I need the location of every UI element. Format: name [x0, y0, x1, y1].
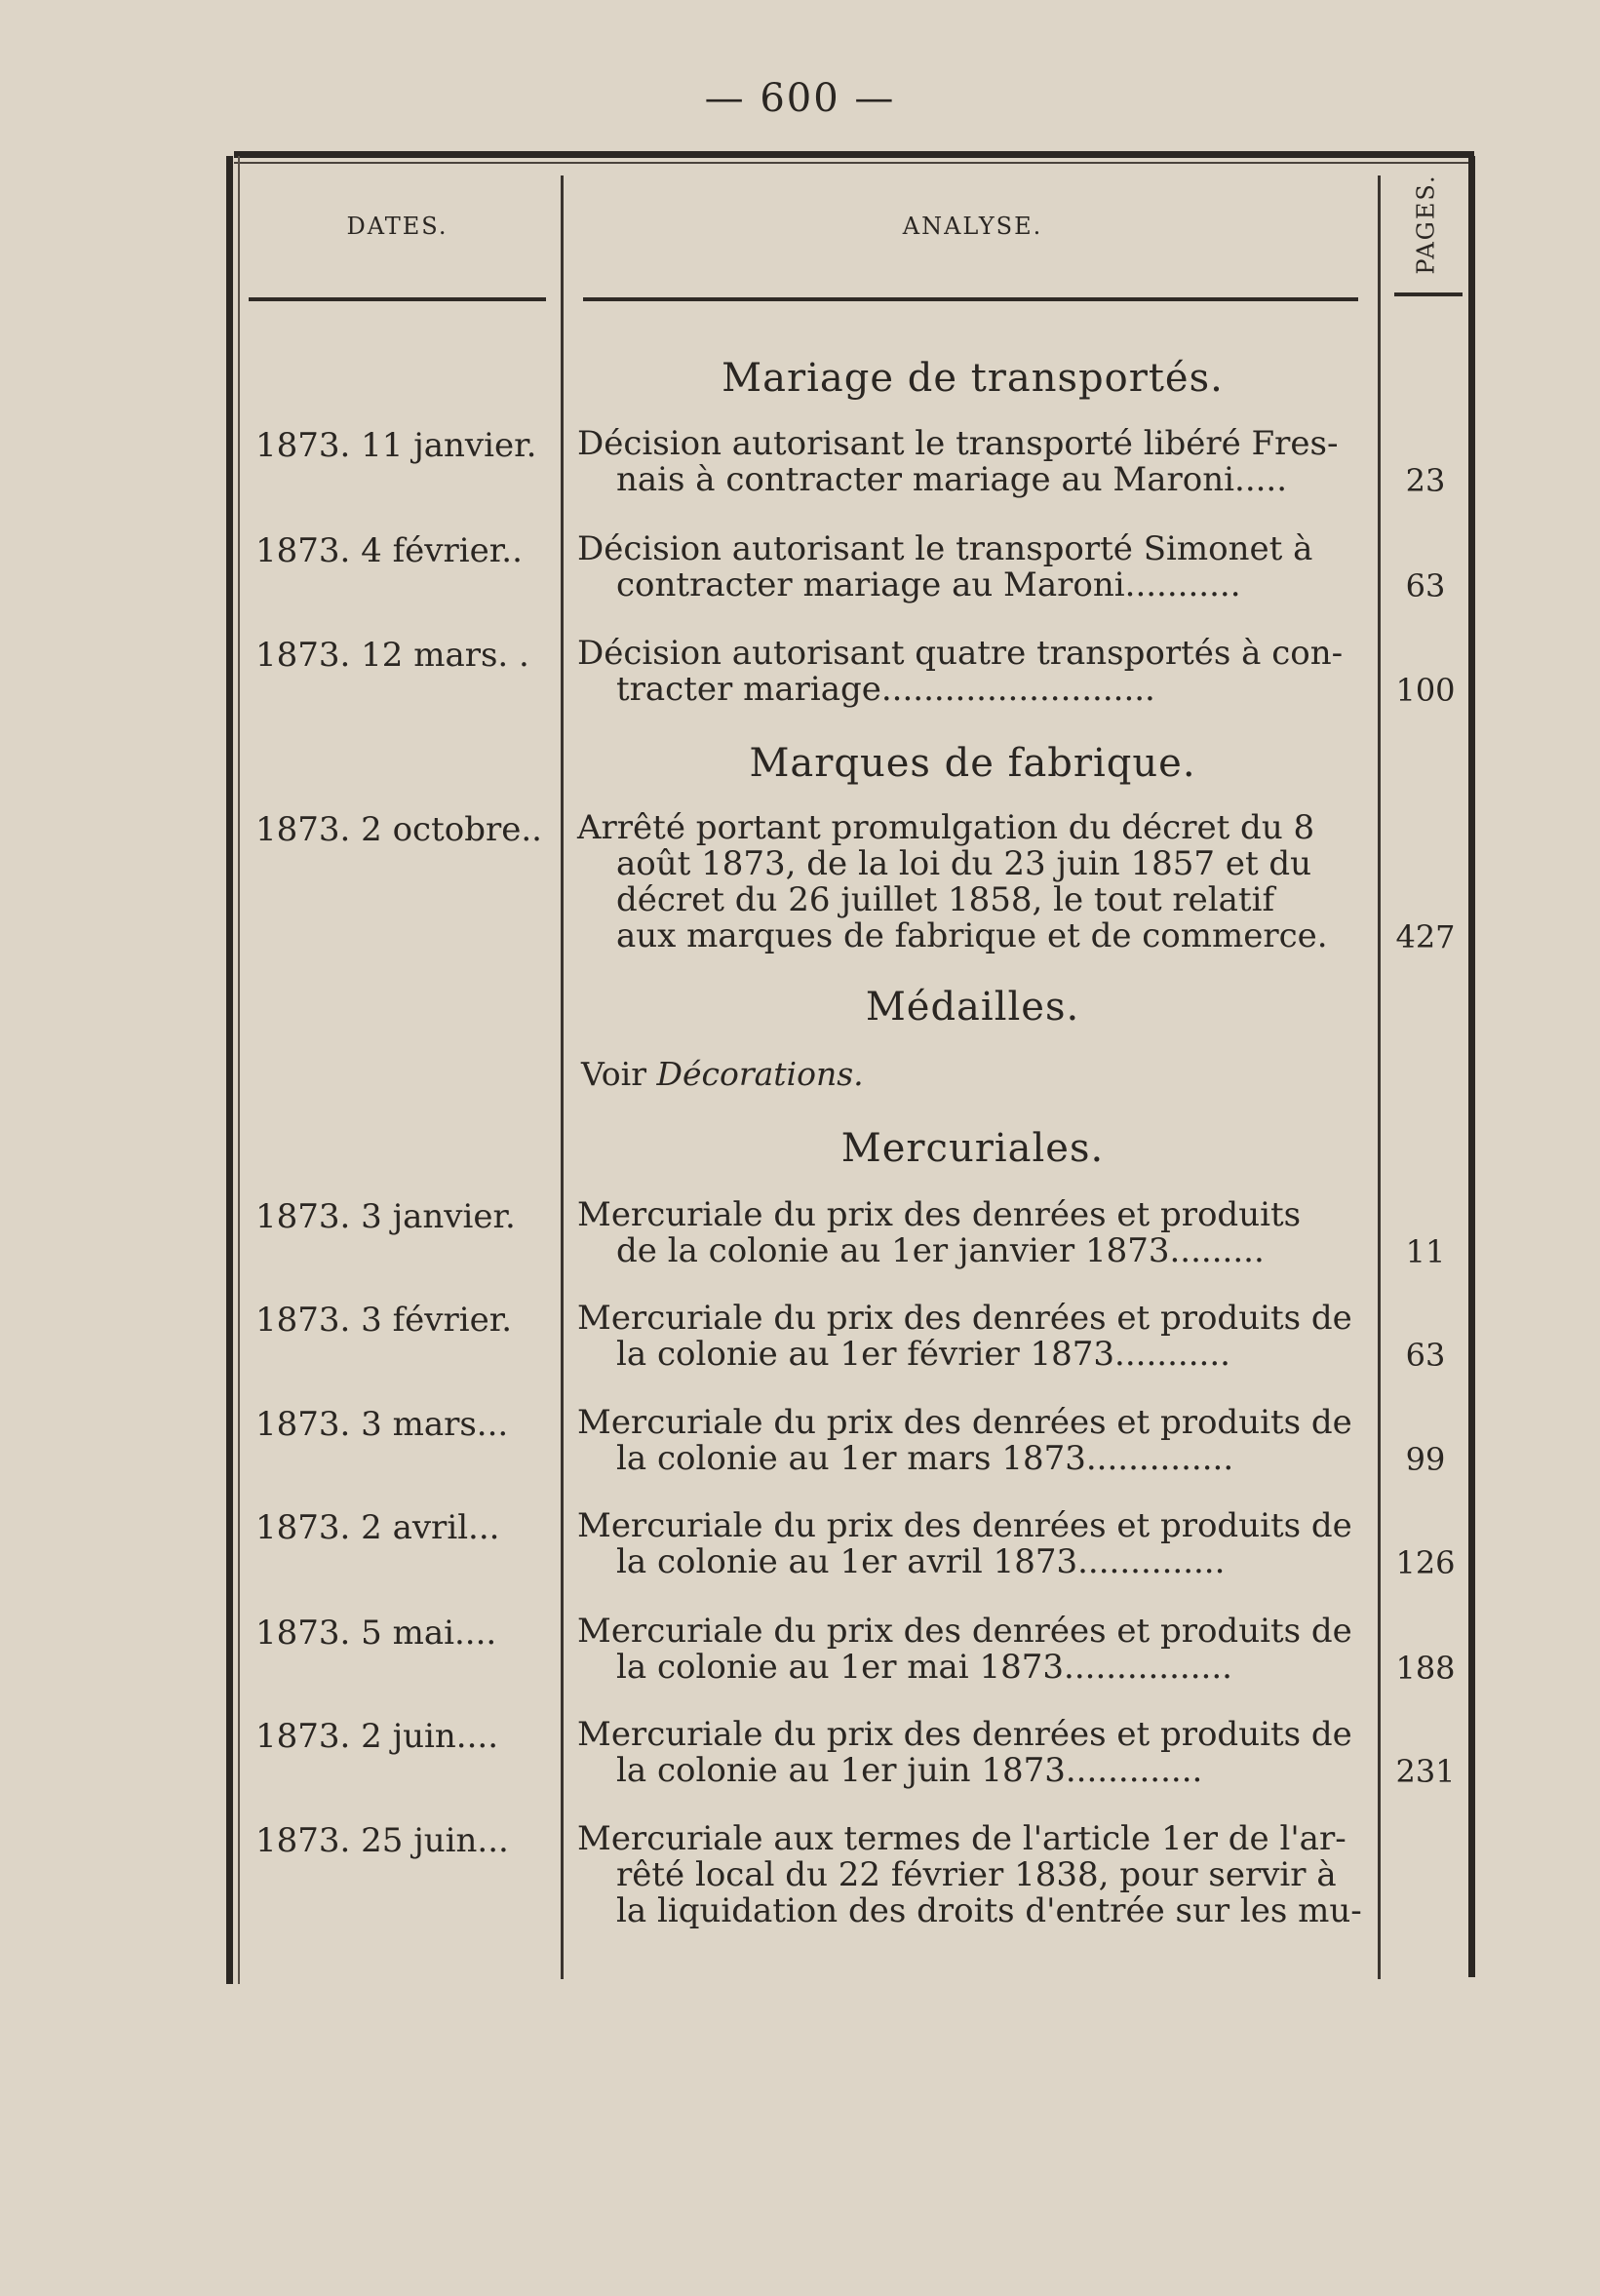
entry-date: 1873. 3 janvier. [255, 1197, 516, 1236]
entry-line: la colonie au 1er avril 1873.............. [616, 1542, 1226, 1581]
column-divider-dates [561, 175, 564, 1979]
entry-date: 1873. 5 mai.... [255, 1614, 497, 1653]
entry-date: 1873. 3 mars... [255, 1405, 509, 1444]
entry-date: 1873. 4 février.. [255, 531, 523, 570]
see-also [581, 1055, 864, 1093]
entry-text [577, 1717, 1375, 1789]
section-title: Mercuriales. [840, 1126, 1105, 1171]
header-pages [1383, 166, 1470, 283]
section-title: Marques de fabrique. [749, 741, 1196, 786]
entry-page: 63 [1405, 1337, 1446, 1374]
column-divider-pages [1378, 175, 1381, 1979]
table-left-rule-thin [238, 156, 240, 1984]
entry-line: Décision autorisant le transporté Simonet à [577, 529, 1313, 568]
entry-page: 63 [1405, 567, 1446, 604]
entry-line: août 1873, de la loi du 23 juin 1857 et du [616, 844, 1312, 883]
entry-text [577, 636, 1375, 708]
entry-line: Décision autorisant le transporté libéré Fres- [577, 424, 1339, 463]
see-also-reference: Décorations. [656, 1055, 864, 1093]
header-rule-dates [249, 297, 546, 301]
see-also-prefix: Voir [581, 1055, 646, 1093]
entry-line: tracter mariage.......................... [616, 670, 1155, 709]
entry-date: 1873. 12 mars. . [255, 636, 529, 675]
entry-line: la colonie au 1er juin 1873............. [616, 1751, 1203, 1790]
entry-date: 1873. 25 juin... [255, 1821, 509, 1860]
entry-date: 1873. 3 février. [255, 1301, 513, 1340]
entry-line: la colonie au 1er février 1873........... [616, 1335, 1230, 1374]
entry-line: rêté local du 22 février 1838, pour servir à [616, 1855, 1337, 1894]
entry-page: 126 [1395, 1544, 1456, 1581]
page-number: — 600 — [704, 76, 896, 121]
header-rule-analyse [583, 297, 1358, 301]
header-analyse: ANALYSE. [902, 213, 1043, 240]
entry-line: la colonie au 1er mai 1873................ [616, 1648, 1232, 1687]
entry-text [577, 1405, 1375, 1477]
entry-text [577, 810, 1375, 954]
table-left-rule [226, 156, 233, 1984]
table-right-rule [1468, 156, 1475, 1977]
entry-page: 427 [1395, 918, 1456, 955]
entry-line: décret du 26 juillet 1858, le tout relatif [616, 880, 1275, 919]
entry-line: Mercuriale du prix des denrées et produits de [577, 1299, 1352, 1338]
entry-text [577, 1614, 1375, 1686]
entry-date: 1873. 2 juin.... [255, 1717, 499, 1756]
entry-text [577, 1301, 1375, 1373]
entry-text [577, 531, 1375, 603]
entry-line: Mercuriale du prix des denrées et produits [577, 1195, 1302, 1234]
entry-page: 100 [1395, 672, 1456, 709]
header-rule-pages [1394, 292, 1463, 296]
entry-line: Mercuriale du prix des denrées et produits de [577, 1506, 1352, 1545]
entry-page: 231 [1395, 1753, 1456, 1790]
entry-line: Mercuriale du prix des denrées et produits de [577, 1715, 1352, 1754]
entry-line: contracter mariage au Maroni........... [616, 565, 1241, 604]
entry-page: 188 [1395, 1650, 1456, 1687]
header-dates: DATES. [346, 213, 449, 240]
entry-line: Décision autorisant quatre transportés à con- [577, 634, 1344, 673]
entry-line: Mercuriale du prix des denrées et produits de [577, 1612, 1352, 1651]
entry-line: de la colonie au 1er janvier 1873......... [616, 1231, 1265, 1270]
table-top-rule [234, 151, 1474, 158]
entry-text [577, 1197, 1375, 1269]
entry-page: 11 [1405, 1233, 1446, 1270]
entry-date: 1873. 2 avril... [255, 1508, 500, 1547]
section-title: Médailles. [865, 985, 1080, 1030]
entry-page: 23 [1405, 462, 1446, 499]
entry-line: la liquidation des droits d'entrée sur les mu- [616, 1891, 1362, 1930]
entry-line: nais à contracter mariage au Maroni..... [616, 460, 1288, 499]
section-title: Mariage de transportés. [722, 356, 1224, 401]
table-top-rule-thin [234, 162, 1474, 164]
entry-line: la colonie au 1er mars 1873.............. [616, 1439, 1234, 1478]
entry-date: 1873. 2 octobre.. [255, 810, 542, 849]
entry-text [577, 1821, 1375, 1929]
entry-line: Arrêté portant promulgation du décret du 8 [577, 808, 1315, 847]
entry-date: 1873. 11 janvier. [255, 426, 537, 465]
entry-line: aux marques de fabrique et de commerce. [616, 916, 1328, 955]
entry-text [577, 1508, 1375, 1580]
entry-page: 99 [1405, 1441, 1446, 1478]
entry-line: Mercuriale aux termes de l'article 1er de l'ar- [577, 1819, 1346, 1858]
entry-text [577, 426, 1375, 498]
header-pages-label: PAGES. [1413, 174, 1440, 275]
entry-line: Mercuriale du prix des denrées et produits de [577, 1403, 1352, 1442]
